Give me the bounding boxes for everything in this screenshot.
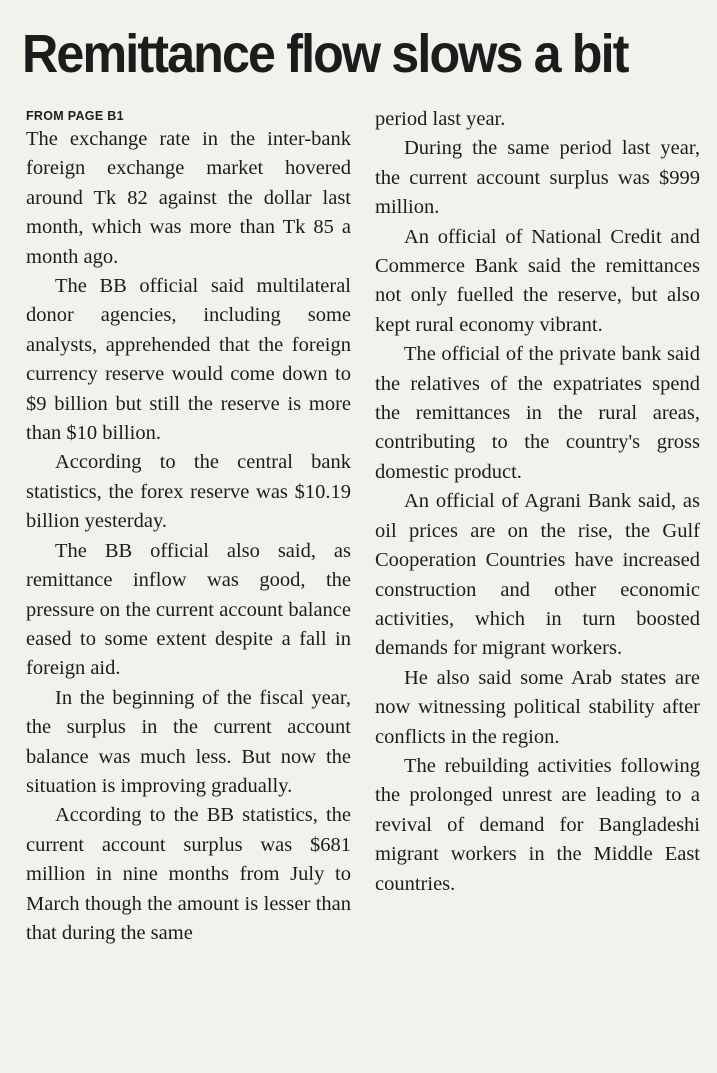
- article-column-left: [26, 108, 351, 948]
- paragraph: According to the BB statistics, the current account surplus was $681 million in nine months from July to March though the amount is lesser than that during the same: [26, 804, 351, 944]
- headline: Remittance flow slows a bit: [22, 24, 628, 84]
- paragraph: An official of National Credit and Commerce Bank said the remittances not only fuelled the reserve, but also kept rural economy vibrant.: [375, 225, 700, 336]
- paragraph: The exchange rate in the inter-bank foreign exchange market hovered around Tk 82 against the dollar last month, which was more than Tk 85 a month ago.: [26, 128, 351, 268]
- paragraph: In the beginning of the fiscal year, the surplus in the current account balance was much less. But now the situation is improving gradually.: [26, 686, 351, 797]
- continuation-kicker: FROM PAGE B1: [26, 109, 124, 123]
- article-column-right: [375, 105, 700, 899]
- paragraph: The BB official also said, as remittance inflow was good, the pressure on the current account balance eased to some extent despite a fall in foreign aid.: [26, 539, 351, 680]
- paragraph: The official of the private bank said the relatives of the expatriates spend the remittances in the rural areas, contributing to the country's gross domestic product.: [375, 343, 700, 483]
- paragraph: The rebuilding activities following the prolonged unrest are leading to a revival of demand for Bangladeshi migrant workers in the Middle East countries.: [375, 754, 700, 895]
- paragraph: He also said some Arab states are now witnessing political stability after conflicts in the region.: [375, 666, 700, 748]
- paragraph: An official of Agrani Bank said, as oil prices are on the rise, the Gulf Cooperation Countries have increased construction and other economic activities, which in turn boosted demands for migrant workers.: [375, 490, 700, 660]
- paragraph: According to the central bank statistics, the forex reserve was $10.19 billion yesterday.: [26, 451, 351, 533]
- paragraph: During the same period last year, the current account surplus was $999 million.: [375, 137, 700, 219]
- paragraph: The BB official said multilateral donor agencies, including some analysts, apprehended that the foreign currency reserve would come down to $9 billion but still the reserve is more than $10 billion.: [26, 275, 351, 445]
- paragraph: period last year.: [375, 108, 506, 130]
